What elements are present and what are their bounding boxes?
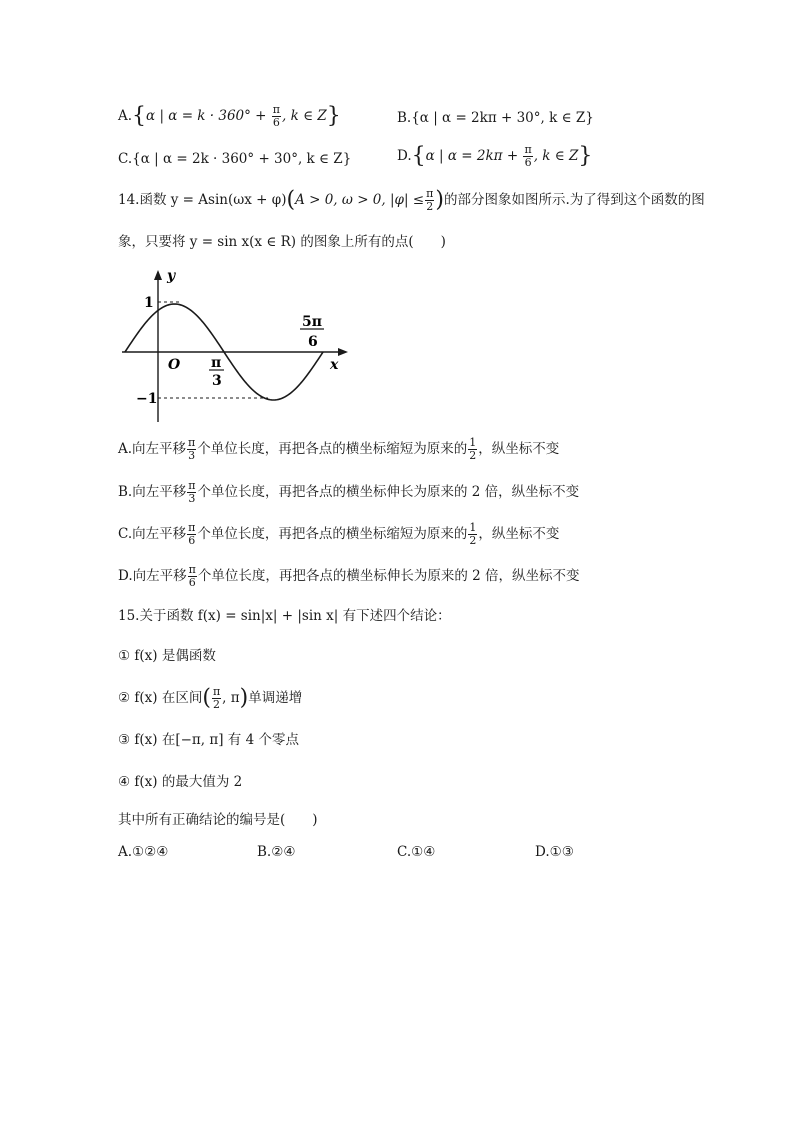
paren-close: ) — [435, 187, 444, 213]
q14-option-b — [118, 480, 579, 505]
opt-fraction2 — [468, 437, 477, 462]
frac-den: 2 — [426, 200, 434, 213]
frac-den: 6 — [272, 116, 280, 129]
q13-option-c: C.{α | α = 2k · 360° + 30°, k ∈ Z} — [118, 151, 352, 167]
frac-num: π — [188, 521, 196, 534]
brace-close: } — [326, 103, 341, 129]
q15-option-a: A.①②④ — [118, 844, 169, 860]
opt-fraction — [188, 564, 197, 589]
opt-mid: 个单位长度，再把各点的横坐标伸长为原来的 2 倍，纵坐标不变 — [197, 568, 580, 584]
q14-option-c — [118, 522, 559, 547]
q13-option-d-fraction — [523, 144, 532, 169]
frac-den: 6 — [524, 156, 532, 169]
y-axis-label: y — [167, 268, 176, 284]
frac-den: 2 — [469, 449, 477, 462]
opt-pre: D.向左平移 — [118, 568, 187, 584]
x-mark1-num: π — [211, 355, 222, 371]
paren-close: ) — [239, 685, 249, 711]
opt-fraction2 — [468, 522, 477, 547]
frac-den: 6 — [188, 534, 196, 547]
paren-open: ( — [202, 685, 211, 711]
q15-statement-2 — [118, 686, 302, 711]
y-max-label: 1 — [144, 295, 154, 311]
s2-pre: ② f(x) 在区间 — [118, 690, 203, 706]
q15-statement-1: ① f(x) 是偶函数 — [118, 648, 216, 664]
s2-after: , π — [222, 690, 240, 706]
frac-num: 1 — [469, 436, 477, 449]
opt-mid: 个单位长度，再把各点的横坐标缩短为原来的 — [197, 441, 468, 457]
q14-sine-graph — [118, 266, 358, 426]
q13-option-a-fraction — [272, 104, 281, 129]
q14-stem-fraction — [425, 188, 434, 213]
x-mark1-den: 3 — [212, 373, 222, 389]
brace-close: } — [578, 143, 593, 169]
brace-open: { — [132, 103, 147, 129]
q14-option-a — [118, 437, 559, 462]
q15-statement-4: ④ f(x) 的最大值为 2 — [118, 774, 243, 790]
q13-option-d-left: α | α = 2kπ + — [425, 148, 519, 164]
frac-num: π — [188, 563, 196, 576]
q14-option-d — [118, 564, 580, 589]
q15-option-d: D.①③ — [535, 844, 574, 860]
frac-den: 2 — [213, 698, 221, 711]
q15-ask: 其中所有正确结论的编号是( ) — [118, 812, 318, 828]
q13-option-a-right: , k ∈ Z — [282, 108, 327, 124]
opt-post: ，纵坐标不变 — [478, 441, 560, 457]
x-axis-label: x — [330, 357, 339, 373]
frac-den: 6 — [188, 576, 196, 589]
q15-option-b: B.②④ — [257, 844, 296, 860]
frac-den: 3 — [188, 492, 196, 505]
x-mark2-den: 6 — [308, 334, 318, 350]
x-axis-arrow — [338, 348, 348, 356]
y-axis-arrow — [154, 270, 162, 280]
opt-pre: B.向左平移 — [118, 484, 187, 500]
q14-stem-condition: A > 0, ω > 0, |φ| ≤ — [295, 192, 425, 208]
frac-num: π — [524, 143, 532, 156]
q14-stem-line2: 象，只要将 y = sin x(x ∈ R) 的图象上所有的点( ) — [118, 234, 446, 250]
q13-option-b: B.{α | α = 2kπ + 30°, k ∈ Z} — [397, 110, 594, 126]
q13-option-d-right: , k ∈ Z — [533, 148, 579, 164]
frac-num: π — [212, 685, 221, 698]
q15-statement-3: ③ f(x) 在[−π, π] 有 4 个零点 — [118, 732, 299, 748]
q15-stem: 15.关于函数 f(x) = sin|x| + |sin x| 有下述四个结论： — [118, 608, 451, 624]
x-mark2-num: 5π — [302, 314, 322, 330]
y-min-label: −1 — [136, 391, 158, 407]
s2-post: 单调递增 — [248, 690, 303, 706]
paren-open: ( — [286, 187, 296, 213]
q13-option-d — [397, 144, 592, 169]
opt-fraction — [187, 437, 196, 462]
opt-mid: 个单位长度，再把各点的横坐标伸长为原来的 2 倍，纵坐标不变 — [197, 484, 580, 500]
q13-option-a — [118, 104, 341, 129]
q15-option-c: C.①④ — [397, 844, 436, 860]
frac-num: π — [188, 479, 196, 492]
q14-stem-line1 — [118, 188, 705, 213]
q13-option-a-left: α | α = k · 360° + — [146, 108, 267, 124]
frac-den: 3 — [188, 449, 196, 462]
opt-pre: C.向左平移 — [118, 526, 187, 542]
frac-num: π — [426, 187, 434, 200]
q14-stem-part1: 14.函数 y = Asin(ωx + φ) — [118, 192, 287, 208]
frac-num: π — [272, 103, 281, 116]
frac-den: 2 — [469, 534, 477, 547]
opt-fraction — [187, 480, 196, 505]
q13-option-d-label: D. — [397, 148, 412, 164]
frac-num: π — [188, 436, 196, 449]
brace-open: { — [411, 143, 426, 169]
q14-stem-part2: 的部分图象如图所示.为了得到这个函数的图 — [443, 192, 705, 208]
opt-pre: A.向左平移 — [118, 441, 187, 457]
s2-fraction — [212, 686, 221, 711]
origin-label: O — [168, 357, 181, 373]
opt-post: ，纵坐标不变 — [478, 526, 560, 542]
opt-mid: 个单位长度，再把各点的横坐标缩短为原来的 — [197, 526, 468, 542]
opt-fraction — [187, 522, 196, 547]
q13-option-a-label: A. — [118, 108, 133, 124]
frac-num: 1 — [469, 521, 477, 534]
